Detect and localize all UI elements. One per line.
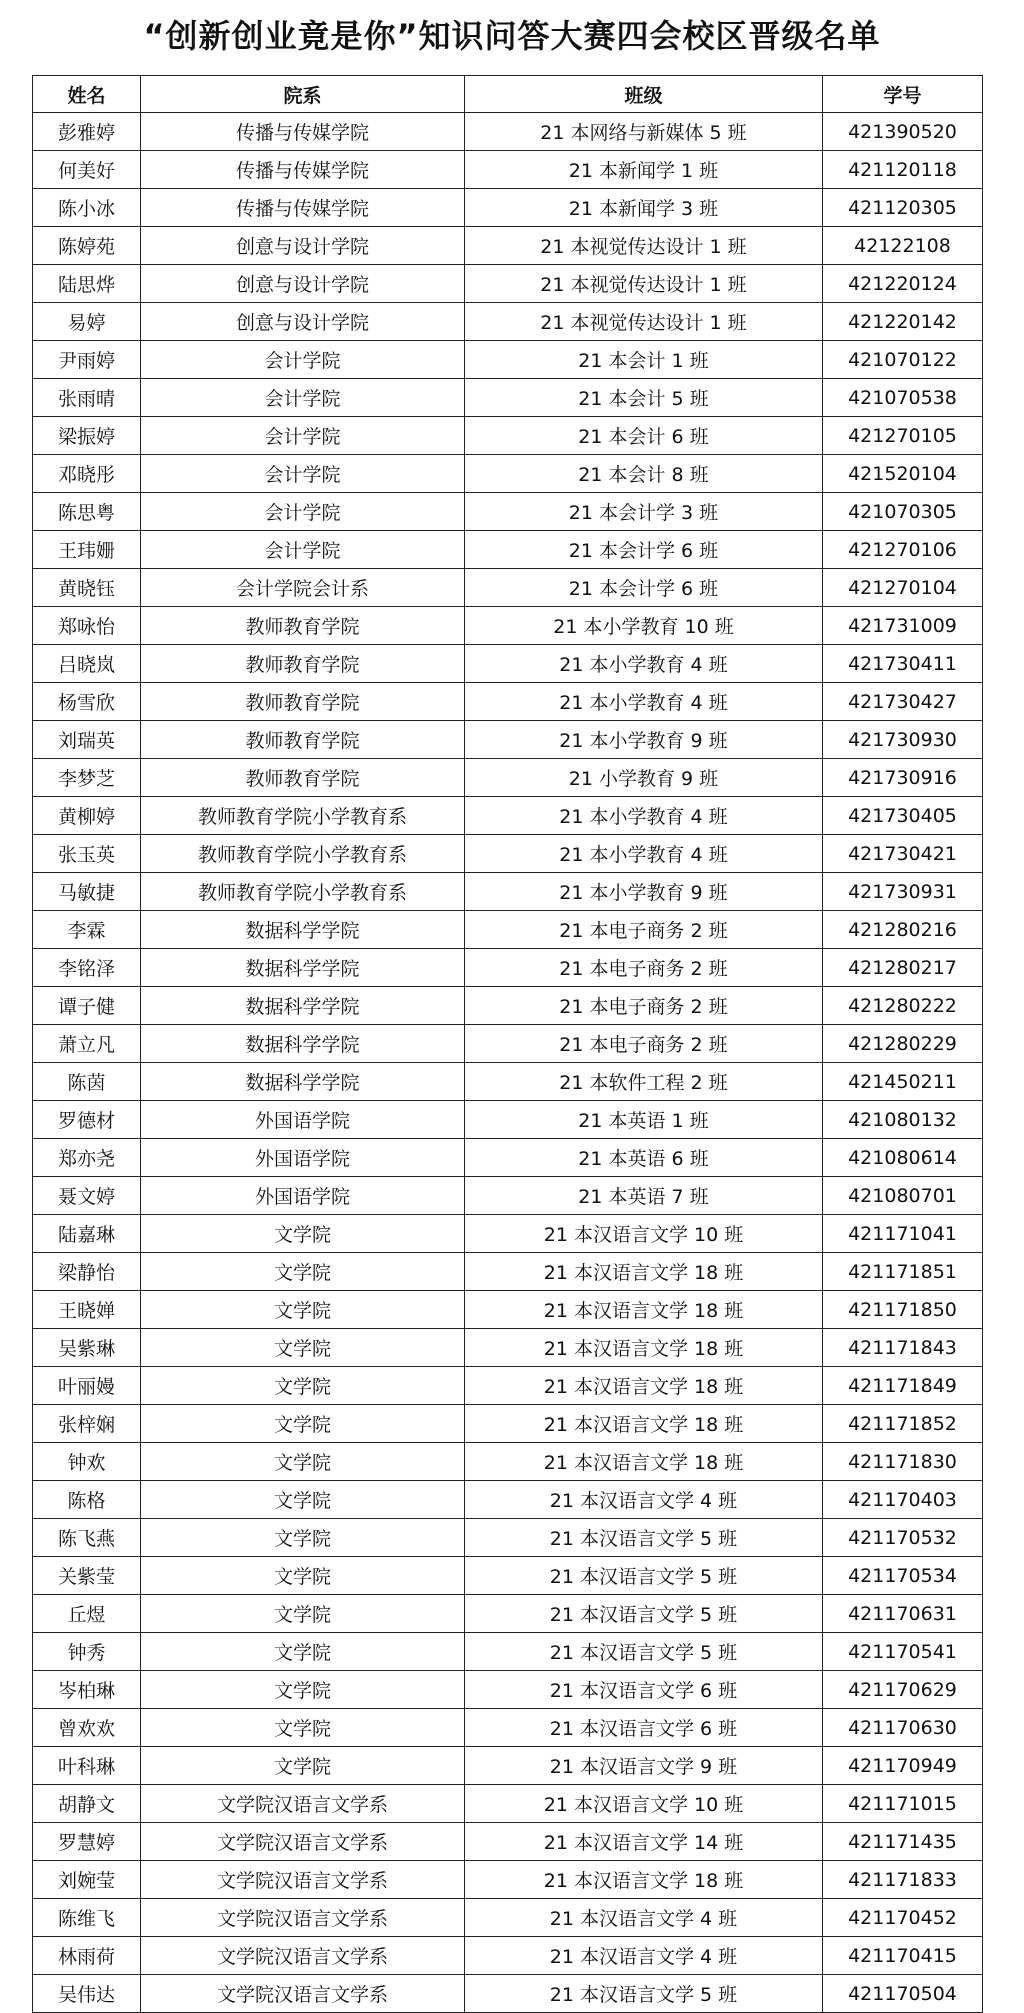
cell-class: 21 本汉语言文学 18 班 — [465, 1329, 823, 1367]
table-row — [33, 493, 983, 531]
cell-class: 21 本电子商务 2 班 — [465, 987, 823, 1025]
table-row — [33, 1215, 983, 1253]
cell-student-id: 421170532 — [823, 1519, 983, 1557]
cell-student-id: 421730421 — [823, 835, 983, 873]
cell-department: 数据科学学院 — [141, 1063, 465, 1101]
cell-student-id: 421220124 — [823, 265, 983, 303]
cell-student-id: 421280229 — [823, 1025, 983, 1063]
cell-student-id: 421450211 — [823, 1063, 983, 1101]
cell-name: 马敏捷 — [33, 873, 141, 911]
cell-department: 文学院汉语言文学系 — [141, 1823, 465, 1861]
table-row — [33, 1975, 983, 2013]
cell-department: 会计学院 — [141, 379, 465, 417]
table-row — [33, 645, 983, 683]
table-row — [33, 1671, 983, 1709]
cell-class: 21 本电子商务 2 班 — [465, 949, 823, 987]
table-row — [33, 113, 983, 151]
cell-student-id: 421280217 — [823, 949, 983, 987]
cell-student-id: 421171849 — [823, 1367, 983, 1405]
cell-student-id: 421731009 — [823, 607, 983, 645]
cell-name: 林雨荷 — [33, 1937, 141, 1975]
cell-department: 教师教育学院 — [141, 645, 465, 683]
roster-table — [32, 75, 983, 2013]
table-row — [33, 1481, 983, 1519]
header-department: 院系 — [141, 76, 465, 113]
cell-class: 21 本英语 1 班 — [465, 1101, 823, 1139]
cell-name: 梁振婷 — [33, 417, 141, 455]
cell-class: 21 本汉语言文学 5 班 — [465, 1557, 823, 1595]
cell-student-id: 421171850 — [823, 1291, 983, 1329]
cell-name: 陈维飞 — [33, 1899, 141, 1937]
cell-name: 黄柳婷 — [33, 797, 141, 835]
cell-class: 21 本汉语言文学 18 班 — [465, 1291, 823, 1329]
cell-department: 文学院 — [141, 1709, 465, 1747]
table-row — [33, 1025, 983, 1063]
cell-name: 陆思烨 — [33, 265, 141, 303]
cell-department: 传播与传媒学院 — [141, 189, 465, 227]
cell-name: 郑亦尧 — [33, 1139, 141, 1177]
cell-department: 传播与传媒学院 — [141, 113, 465, 151]
cell-class: 21 本汉语言文学 5 班 — [465, 1595, 823, 1633]
cell-student-id: 421080132 — [823, 1101, 983, 1139]
table-row — [33, 873, 983, 911]
cell-department: 会计学院 — [141, 417, 465, 455]
table-row — [33, 1253, 983, 1291]
cell-class: 21 本小学教育 9 班 — [465, 721, 823, 759]
cell-name: 钟秀 — [33, 1633, 141, 1671]
cell-name: 刘瑞英 — [33, 721, 141, 759]
cell-class: 21 本汉语言文学 14 班 — [465, 1823, 823, 1861]
cell-name: 何美好 — [33, 151, 141, 189]
cell-name: 王晓婵 — [33, 1291, 141, 1329]
cell-class: 21 本英语 7 班 — [465, 1177, 823, 1215]
cell-student-id: 421170415 — [823, 1937, 983, 1975]
cell-name: 胡静文 — [33, 1785, 141, 1823]
cell-department: 会计学院会计系 — [141, 569, 465, 607]
cell-student-id: 421170403 — [823, 1481, 983, 1519]
cell-name: 叶丽嫚 — [33, 1367, 141, 1405]
cell-name: 叶科琳 — [33, 1747, 141, 1785]
cell-name: 张玉英 — [33, 835, 141, 873]
cell-student-id: 421171833 — [823, 1861, 983, 1899]
cell-name: 萧立凡 — [33, 1025, 141, 1063]
cell-department: 文学院 — [141, 1633, 465, 1671]
cell-student-id: 421170541 — [823, 1633, 983, 1671]
cell-class: 21 本新闻学 3 班 — [465, 189, 823, 227]
cell-name: 钟欢 — [33, 1443, 141, 1481]
cell-class: 21 本网络与新媒体 5 班 — [465, 113, 823, 151]
table-row — [33, 1595, 983, 1633]
cell-department: 文学院 — [141, 1443, 465, 1481]
cell-student-id: 421170534 — [823, 1557, 983, 1595]
cell-department: 创意与设计学院 — [141, 227, 465, 265]
table-body — [33, 113, 983, 2013]
cell-name: 罗德材 — [33, 1101, 141, 1139]
cell-class: 21 本会计学 6 班 — [465, 569, 823, 607]
cell-student-id: 421280222 — [823, 987, 983, 1025]
cell-student-id: 421070305 — [823, 493, 983, 531]
table-row — [33, 607, 983, 645]
cell-name: 邓晓彤 — [33, 455, 141, 493]
table-row — [33, 227, 983, 265]
cell-student-id: 421270105 — [823, 417, 983, 455]
cell-student-id: 421080614 — [823, 1139, 983, 1177]
cell-name: 吴伟达 — [33, 1975, 141, 2013]
table-row — [33, 151, 983, 189]
table-row — [33, 303, 983, 341]
table-row — [33, 797, 983, 835]
cell-class: 21 本会计 5 班 — [465, 379, 823, 417]
cell-name: 陈婷苑 — [33, 227, 141, 265]
cell-name: 易婷 — [33, 303, 141, 341]
table-row — [33, 1101, 983, 1139]
cell-name: 聂文婷 — [33, 1177, 141, 1215]
cell-department: 会计学院 — [141, 341, 465, 379]
table-row — [33, 721, 983, 759]
cell-name: 王玮姗 — [33, 531, 141, 569]
cell-student-id: 421070538 — [823, 379, 983, 417]
cell-department: 数据科学学院 — [141, 1025, 465, 1063]
cell-department: 会计学院 — [141, 493, 465, 531]
cell-student-id: 421171015 — [823, 1785, 983, 1823]
cell-department: 文学院 — [141, 1481, 465, 1519]
cell-student-id: 421520104 — [823, 455, 983, 493]
cell-department: 数据科学学院 — [141, 987, 465, 1025]
cell-name: 谭子健 — [33, 987, 141, 1025]
cell-name: 吕晓岚 — [33, 645, 141, 683]
cell-name: 彭雅婷 — [33, 113, 141, 151]
table-row — [33, 759, 983, 797]
table-row — [33, 1861, 983, 1899]
cell-department: 教师教育学院小学教育系 — [141, 873, 465, 911]
cell-class: 21 本电子商务 2 班 — [465, 1025, 823, 1063]
cell-student-id: 421171830 — [823, 1443, 983, 1481]
cell-department: 传播与传媒学院 — [141, 151, 465, 189]
cell-department: 文学院 — [141, 1595, 465, 1633]
cell-student-id: 421120305 — [823, 189, 983, 227]
table-row — [33, 1823, 983, 1861]
cell-class: 21 本汉语言文学 5 班 — [465, 1633, 823, 1671]
cell-class: 21 本汉语言文学 4 班 — [465, 1481, 823, 1519]
cell-name: 陈小冰 — [33, 189, 141, 227]
cell-department: 外国语学院 — [141, 1177, 465, 1215]
table-row — [33, 1329, 983, 1367]
table-row — [33, 911, 983, 949]
cell-name: 陈格 — [33, 1481, 141, 1519]
cell-department: 教师教育学院小学教育系 — [141, 797, 465, 835]
table-row — [33, 1291, 983, 1329]
table-row — [33, 1899, 983, 1937]
header-class: 班级 — [465, 76, 823, 113]
cell-department: 会计学院 — [141, 531, 465, 569]
cell-name: 罗慧婷 — [33, 1823, 141, 1861]
cell-name: 张梓娴 — [33, 1405, 141, 1443]
cell-class: 21 本汉语言文学 5 班 — [465, 1975, 823, 2013]
cell-student-id: 421170504 — [823, 1975, 983, 2013]
table-row — [33, 1633, 983, 1671]
table-row — [33, 1405, 983, 1443]
cell-class: 21 本英语 6 班 — [465, 1139, 823, 1177]
cell-student-id: 421730930 — [823, 721, 983, 759]
cell-student-id: 421171852 — [823, 1405, 983, 1443]
table-row — [33, 1367, 983, 1405]
cell-class: 21 本小学教育 4 班 — [465, 797, 823, 835]
cell-department: 数据科学学院 — [141, 949, 465, 987]
table-header-row — [33, 76, 983, 113]
cell-department: 文学院 — [141, 1405, 465, 1443]
table-row — [33, 455, 983, 493]
cell-department: 文学院 — [141, 1557, 465, 1595]
cell-name: 李霖 — [33, 911, 141, 949]
cell-student-id: 421390520 — [823, 113, 983, 151]
cell-department: 文学院 — [141, 1215, 465, 1253]
cell-student-id: 421171041 — [823, 1215, 983, 1253]
cell-department: 文学院 — [141, 1367, 465, 1405]
cell-student-id: 421171851 — [823, 1253, 983, 1291]
cell-department: 文学院 — [141, 1519, 465, 1557]
cell-class: 21 本小学教育 4 班 — [465, 683, 823, 721]
cell-department: 教师教育学院 — [141, 721, 465, 759]
cell-department: 教师教育学院小学教育系 — [141, 835, 465, 873]
cell-class: 21 本小学教育 9 班 — [465, 873, 823, 911]
cell-student-id: 421220142 — [823, 303, 983, 341]
cell-department: 文学院汉语言文学系 — [141, 1899, 465, 1937]
cell-department: 文学院汉语言文学系 — [141, 1785, 465, 1823]
cell-name: 陈思粤 — [33, 493, 141, 531]
header-name: 姓名 — [33, 76, 141, 113]
cell-name: 陈飞燕 — [33, 1519, 141, 1557]
cell-student-id: 421730427 — [823, 683, 983, 721]
cell-class: 21 本新闻学 1 班 — [465, 151, 823, 189]
cell-class: 21 本小学教育 10 班 — [465, 607, 823, 645]
cell-class: 21 本汉语言文学 9 班 — [465, 1747, 823, 1785]
cell-department: 文学院汉语言文学系 — [141, 1937, 465, 1975]
cell-class: 21 本汉语言文学 10 班 — [465, 1215, 823, 1253]
cell-department: 教师教育学院 — [141, 607, 465, 645]
cell-class: 21 本视觉传达设计 1 班 — [465, 265, 823, 303]
table-row — [33, 683, 983, 721]
table-row — [33, 531, 983, 569]
cell-class: 21 本小学教育 4 班 — [465, 645, 823, 683]
cell-class: 21 本汉语言文学 10 班 — [465, 1785, 823, 1823]
cell-class: 21 本软件工程 2 班 — [465, 1063, 823, 1101]
cell-name: 岑柏琳 — [33, 1671, 141, 1709]
page-title: “创新创业竟是你”知识问答大赛四会校区晋级名单 — [143, 17, 881, 55]
cell-student-id: 421730411 — [823, 645, 983, 683]
cell-name: 张雨晴 — [33, 379, 141, 417]
cell-student-id: 421171843 — [823, 1329, 983, 1367]
cell-department: 外国语学院 — [141, 1101, 465, 1139]
cell-department: 教师教育学院 — [141, 683, 465, 721]
cell-class: 21 本会计学 3 班 — [465, 493, 823, 531]
cell-department: 教师教育学院 — [141, 759, 465, 797]
table-row — [33, 1519, 983, 1557]
cell-student-id: 421170452 — [823, 1899, 983, 1937]
cell-class: 21 本汉语言文学 5 班 — [465, 1519, 823, 1557]
cell-student-id: 421170629 — [823, 1671, 983, 1709]
table-row — [33, 189, 983, 227]
cell-name: 陈茵 — [33, 1063, 141, 1101]
cell-class: 21 本汉语言文学 18 班 — [465, 1405, 823, 1443]
cell-class: 21 本会计 1 班 — [465, 341, 823, 379]
cell-student-id: 421171435 — [823, 1823, 983, 1861]
cell-name: 陆嘉琳 — [33, 1215, 141, 1253]
cell-name: 关紫莹 — [33, 1557, 141, 1595]
cell-name: 李梦芝 — [33, 759, 141, 797]
cell-department: 数据科学学院 — [141, 911, 465, 949]
table-row — [33, 1443, 983, 1481]
cell-department: 外国语学院 — [141, 1139, 465, 1177]
cell-class: 21 本汉语言文学 6 班 — [465, 1671, 823, 1709]
table-row — [33, 1747, 983, 1785]
table-row — [33, 569, 983, 607]
cell-name: 黄晓钰 — [33, 569, 141, 607]
cell-class: 21 本小学教育 4 班 — [465, 835, 823, 873]
cell-class: 21 本电子商务 2 班 — [465, 911, 823, 949]
cell-student-id: 421280216 — [823, 911, 983, 949]
cell-name: 吴紫琳 — [33, 1329, 141, 1367]
table-row — [33, 379, 983, 417]
cell-student-id: 421120118 — [823, 151, 983, 189]
cell-name: 杨雪欣 — [33, 683, 141, 721]
table-row — [33, 417, 983, 455]
cell-class: 21 本会计 8 班 — [465, 455, 823, 493]
cell-name: 刘婉莹 — [33, 1861, 141, 1899]
cell-class: 21 本汉语言文学 4 班 — [465, 1899, 823, 1937]
cell-student-id: 421170949 — [823, 1747, 983, 1785]
cell-class: 21 本会计 6 班 — [465, 417, 823, 455]
cell-department: 文学院 — [141, 1253, 465, 1291]
cell-student-id: 421170630 — [823, 1709, 983, 1747]
cell-department: 会计学院 — [141, 455, 465, 493]
cell-department: 文学院 — [141, 1747, 465, 1785]
cell-student-id: 421730405 — [823, 797, 983, 835]
cell-class: 21 本视觉传达设计 1 班 — [465, 227, 823, 265]
table-row — [33, 1557, 983, 1595]
cell-class: 21 小学教育 9 班 — [465, 759, 823, 797]
cell-student-id: 421070122 — [823, 341, 983, 379]
cell-name: 李铭泽 — [33, 949, 141, 987]
cell-student-id: 421730931 — [823, 873, 983, 911]
table-row — [33, 987, 983, 1025]
cell-student-id: 421270106 — [823, 531, 983, 569]
cell-class: 21 本汉语言文学 18 班 — [465, 1253, 823, 1291]
table-row — [33, 265, 983, 303]
table-row — [33, 835, 983, 873]
cell-class: 21 本汉语言文学 18 班 — [465, 1367, 823, 1405]
cell-name: 郑咏怡 — [33, 607, 141, 645]
cell-student-id: 421080701 — [823, 1177, 983, 1215]
cell-department: 文学院 — [141, 1671, 465, 1709]
table-row — [33, 1177, 983, 1215]
cell-name: 曾欢欢 — [33, 1709, 141, 1747]
cell-department: 创意与设计学院 — [141, 303, 465, 341]
cell-department: 文学院 — [141, 1329, 465, 1367]
table-row — [33, 949, 983, 987]
cell-department: 文学院汉语言文学系 — [141, 1861, 465, 1899]
table-row — [33, 341, 983, 379]
cell-class: 21 本汉语言文学 18 班 — [465, 1861, 823, 1899]
header-student-id: 学号 — [823, 76, 983, 113]
cell-class: 21 本会计学 6 班 — [465, 531, 823, 569]
cell-class: 21 本汉语言文学 18 班 — [465, 1443, 823, 1481]
cell-department: 文学院汉语言文学系 — [141, 1975, 465, 2013]
cell-department: 创意与设计学院 — [141, 265, 465, 303]
table-row — [33, 1785, 983, 1823]
cell-department: 文学院 — [141, 1291, 465, 1329]
cell-class: 21 本视觉传达设计 1 班 — [465, 303, 823, 341]
cell-student-id: 42122108 — [823, 227, 983, 265]
cell-name: 梁静怡 — [33, 1253, 141, 1291]
cell-student-id: 421730916 — [823, 759, 983, 797]
table-row — [33, 1937, 983, 1975]
cell-name: 尹雨婷 — [33, 341, 141, 379]
cell-class: 21 本汉语言文学 4 班 — [465, 1937, 823, 1975]
table-row — [33, 1063, 983, 1101]
table-row — [33, 1709, 983, 1747]
table-row — [33, 1139, 983, 1177]
cell-name: 丘煜 — [33, 1595, 141, 1633]
cell-student-id: 421270104 — [823, 569, 983, 607]
cell-student-id: 421170631 — [823, 1595, 983, 1633]
cell-class: 21 本汉语言文学 6 班 — [465, 1709, 823, 1747]
